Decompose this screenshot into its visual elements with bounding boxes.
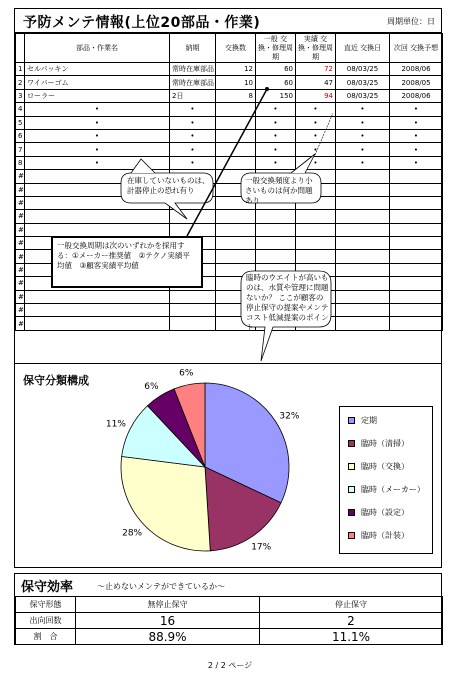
legend-label: 臨時（メーカー） <box>361 485 425 494</box>
summary-header-nonstop: 無停止保守 <box>76 597 260 613</box>
row-number: # <box>16 250 25 263</box>
row-number: 3 <box>16 89 25 102</box>
summary-header-type: 保守形態 <box>16 597 76 613</box>
next-exchange: 2008/06 <box>390 89 443 102</box>
next-exchange: 2008/06 <box>390 63 443 76</box>
row-number: 8 <box>16 156 25 169</box>
last-exchange: 08/03/25 <box>336 89 390 102</box>
last-exchange: 08/03/25 <box>336 63 390 76</box>
table-row <box>16 629 443 645</box>
row-number: # <box>16 277 25 290</box>
col-header-next: 次回 交換予想 <box>390 34 443 63</box>
row-number: # <box>16 223 25 236</box>
legend-label: 臨時（設定） <box>361 508 409 517</box>
col-header-general: 一般 交換・修理周期 <box>256 34 296 63</box>
row-number: # <box>16 304 25 317</box>
summary-label-ratio: 割 合 <box>16 629 76 645</box>
general-cycle: 60 <box>256 76 296 89</box>
col-header-last: 直近 交換日 <box>336 34 390 63</box>
placeholder-cell: • <box>296 129 336 142</box>
actual-cycle: 72 <box>296 63 336 76</box>
delivery: 常時在庫部品 <box>170 63 216 76</box>
summary-visits-nonstop: 16 <box>76 613 260 629</box>
col-header-actual: 実績 交換・修理周期 <box>296 34 336 63</box>
placeholder-cell: • <box>390 156 443 169</box>
row-number: # <box>16 170 25 183</box>
table-row <box>16 613 443 629</box>
legend-item <box>348 484 425 495</box>
placeholder-cell: • <box>256 129 296 142</box>
legend-label: 定期 <box>361 416 377 425</box>
summary-header-stop: 停止保守 <box>260 597 443 613</box>
row-number: # <box>16 196 25 209</box>
last-exchange: 08/03/25 <box>336 76 390 89</box>
row-number: 5 <box>16 116 25 129</box>
legend-label: 臨時（交換） <box>361 462 409 471</box>
part-name: ワイパーゴム <box>25 76 170 89</box>
placeholder-cell: • <box>390 103 443 116</box>
placeholder-cell: • <box>170 156 216 169</box>
pie-slice-label: 6% <box>144 381 159 392</box>
legend-item <box>348 507 409 518</box>
callout-frequency: 一般交換頻度より小さいものは何か問題あり <box>245 176 313 205</box>
placeholder-cell: • <box>336 103 390 116</box>
placeholder-cell: • <box>390 116 443 129</box>
delivery: 2日 <box>170 89 216 102</box>
placeholder-cell: • <box>336 156 390 169</box>
pie-slice-label: 28% <box>122 528 143 539</box>
legend-label: 臨時（計装） <box>361 531 409 540</box>
row-number: 6 <box>16 129 25 142</box>
legend-item <box>348 530 409 541</box>
placeholder-cell: • <box>256 143 296 156</box>
placeholder-cell: • <box>170 143 216 156</box>
placeholder-cell: • <box>25 103 170 116</box>
placeholder-cell: • <box>336 116 390 129</box>
part-name: ローラー <box>25 89 170 102</box>
callout-period-box: 一般交換周期は次のいずれかを採用する：①メーカー推奨値 ②テクノ実績平均値 ③顧客実績平均値 <box>51 236 203 288</box>
callout-stock: 在庫していないものは、計器停止の恐れ有り <box>127 176 210 195</box>
placeholder-cell: • <box>25 129 170 142</box>
row-number: # <box>16 210 25 223</box>
placeholder-cell: • <box>170 116 216 129</box>
callout-overlay <box>15 9 443 369</box>
pie-slice-label: 17% <box>251 542 272 553</box>
placeholder-cell: • <box>170 103 216 116</box>
pie-slice-label: 6% <box>179 368 194 379</box>
row-number: # <box>16 263 25 276</box>
exchange-count: 8 <box>216 89 256 102</box>
placeholder-cell: • <box>25 116 170 129</box>
pie-chart <box>15 364 335 564</box>
part-name: セルパッキン <box>25 63 170 76</box>
placeholder-cell: • <box>25 143 170 156</box>
placeholder-cell: • <box>256 156 296 169</box>
col-header-delivery: 納期 <box>170 34 216 63</box>
placeholder-cell: • <box>296 116 336 129</box>
row-number: # <box>16 237 25 250</box>
summary-label-visits: 出向回数 <box>16 613 76 629</box>
next-exchange: 2008/05 <box>390 76 443 89</box>
legend-swatch <box>348 463 355 470</box>
chart-frame <box>14 363 442 568</box>
row-number: # <box>16 183 25 196</box>
summary-visits-stop: 2 <box>260 613 443 629</box>
legend-swatch <box>348 417 355 424</box>
row-number: 2 <box>16 76 25 89</box>
col-header-count: 交換数 <box>216 34 256 63</box>
legend-swatch <box>348 440 355 447</box>
exchange-count: 10 <box>216 76 256 89</box>
placeholder-cell: • <box>170 129 216 142</box>
general-cycle: 60 <box>256 63 296 76</box>
legend-swatch <box>348 532 355 539</box>
efficiency-title: 保守効率 <box>21 580 74 595</box>
general-cycle: 150 <box>256 89 296 102</box>
placeholder-cell: • <box>296 103 336 116</box>
legend-swatch <box>348 509 355 516</box>
chart-legend <box>339 406 433 554</box>
exchange-count: 12 <box>216 63 256 76</box>
placeholder-cell: • <box>296 156 336 169</box>
legend-item <box>348 461 409 472</box>
placeholder-cell: • <box>256 103 296 116</box>
row-number: 4 <box>16 103 25 116</box>
placeholder-cell: • <box>390 143 443 156</box>
page-title: 予防メンテ情報(上位20部品・作業) <box>23 15 261 31</box>
period-unit: 周期単位：日 <box>387 17 435 26</box>
legend-item <box>348 438 409 449</box>
pie-slice-label: 11% <box>105 419 126 430</box>
actual-cycle: 47 <box>296 76 336 89</box>
pie-slice-label: 32% <box>279 411 300 422</box>
row-number: # <box>16 290 25 303</box>
chart-title: 保守分類構成 <box>23 374 89 387</box>
summary-ratio-nonstop: 88.9% <box>76 629 260 645</box>
summary-ratio-stop: 11.1% <box>260 629 443 645</box>
legend-item <box>348 415 377 426</box>
page-number: 2 / 2 ページ <box>207 661 253 670</box>
row-number: 1 <box>16 63 25 76</box>
efficiency-subtitle: ～止めないメンテができているか～ <box>97 582 225 591</box>
legend-label: 臨時（清掃） <box>361 439 409 448</box>
placeholder-cell: • <box>296 143 336 156</box>
callout-weight: 臨時のウエイトが高いものは、水質や管理に問題ないか？ ここが顧客の停止保守の提案やメンテコスト低減提案のポイント <box>246 273 329 332</box>
col-header-name: 部品・作業名 <box>25 34 170 63</box>
placeholder-cell: • <box>336 129 390 142</box>
placeholder-cell: • <box>336 143 390 156</box>
table-row <box>16 597 443 613</box>
legend-swatch <box>348 486 355 493</box>
placeholder-cell: • <box>256 116 296 129</box>
row-number: # <box>16 317 25 330</box>
placeholder-cell: • <box>390 129 443 142</box>
efficiency-table <box>15 596 443 645</box>
delivery: 常時在庫部品 <box>170 76 216 89</box>
efficiency-section <box>14 573 442 645</box>
placeholder-cell: • <box>25 156 170 169</box>
row-number: 7 <box>16 143 25 156</box>
actual-cycle: 94 <box>296 89 336 102</box>
